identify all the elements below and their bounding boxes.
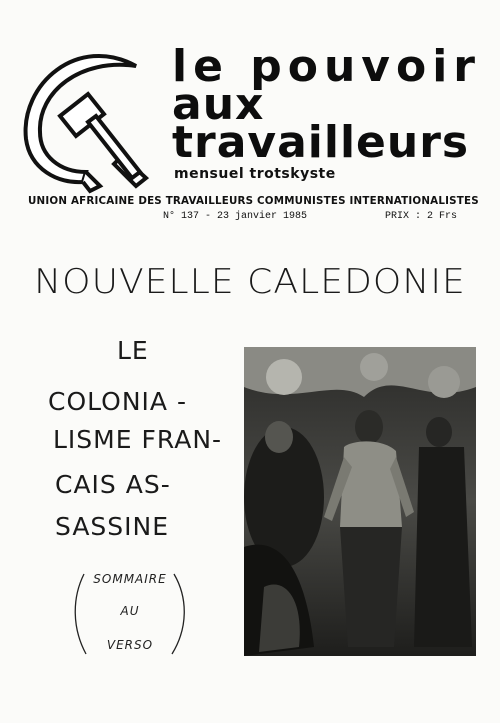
sommaire-line: AU [120,604,140,618]
subhead-line: CAIS AS- [55,470,171,499]
masthead-title [172,41,492,168]
headline: NOUVELLE CALEDONIE [34,262,466,302]
organisation-name: UNION AFRICAINE DES TRAVAILLEURS COMMUNISTES INTERNATIONALISTES [28,195,479,207]
issue-price: PRIX : 2 Frs [385,211,458,222]
hammer-and-sickle-icon [18,44,168,194]
sommaire-line: VERSO [106,638,154,652]
masthead-subtitle: mensuel trotskyste [174,166,336,182]
subhead-line: COLONIA - [48,387,187,416]
cover-photo [244,347,476,656]
subhead-line: SASSINE [55,512,170,541]
masthead-line-2: aux [172,79,265,130]
masthead-line-1: le pouvoir [172,41,481,92]
masthead-line-3: travailleurs [172,117,470,168]
subhead-line: LE [117,336,149,365]
subhead-line: LISME FRAN- [53,425,223,454]
sommaire-note [70,568,190,658]
issue-number-date: N° 137 - 23 janvier 1985 [163,211,308,222]
sommaire-line: SOMMAIRE [93,572,167,586]
